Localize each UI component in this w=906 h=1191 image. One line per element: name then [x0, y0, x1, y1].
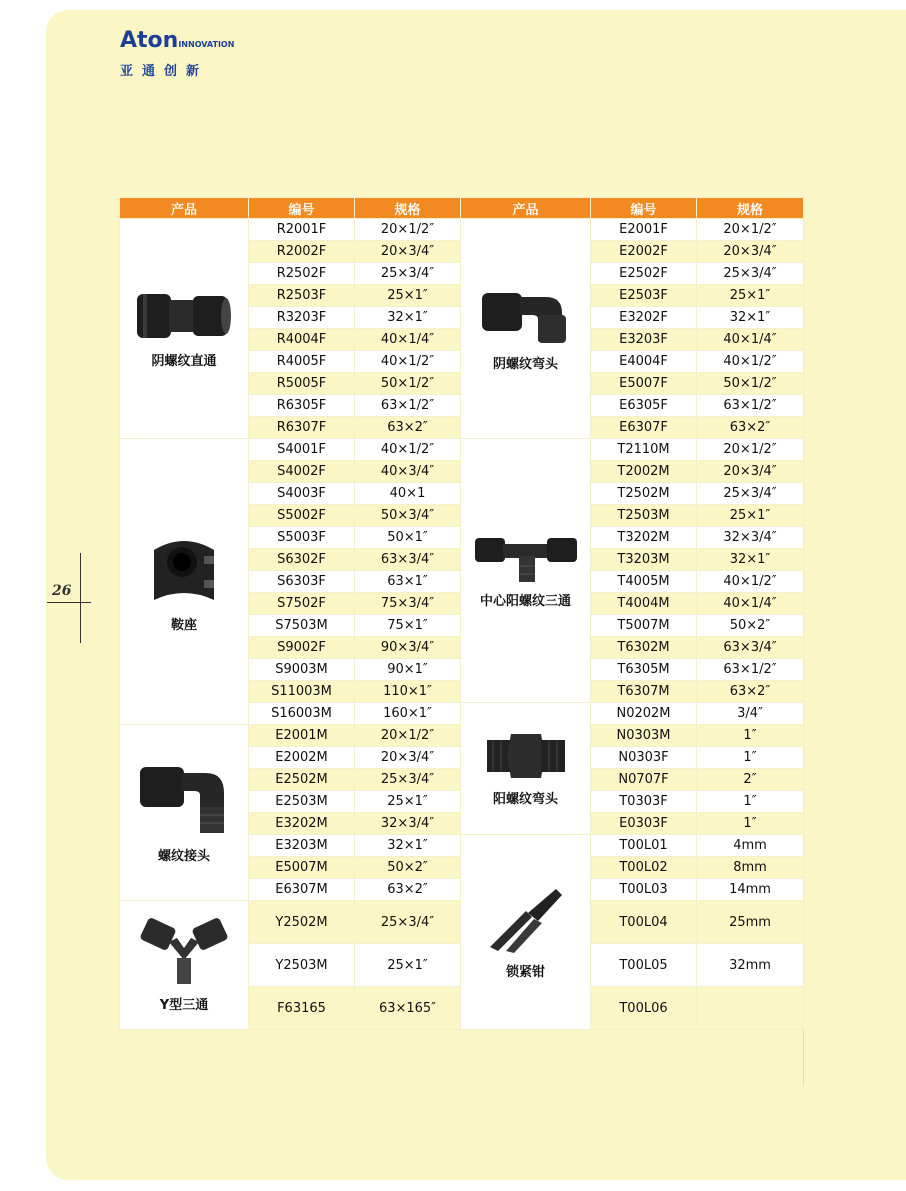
product-spec-cell: 63×3/4″	[697, 637, 804, 659]
product-code-cell: E3202F	[591, 307, 697, 329]
table-header-row	[120, 198, 804, 219]
product-code-cell: S11003M	[249, 681, 355, 703]
product-spec-cell: 20×1/2″	[697, 439, 804, 461]
product-code-cell: T6305M	[591, 659, 697, 681]
product-spec-cell: 40×1/4″	[697, 593, 804, 615]
threaded-elbow-icon	[134, 761, 234, 839]
product-code-cell: T6307M	[591, 681, 697, 703]
product-code-cell: T2502M	[591, 483, 697, 505]
product-code-cell: R2503F	[249, 285, 355, 307]
product-spec-cell: 63×2″	[697, 681, 804, 703]
product-name: 螺纹接头	[157, 849, 210, 864]
product-code-cell: S6303F	[249, 571, 355, 593]
product-code-cell: S4002F	[249, 461, 355, 483]
product-spec-cell	[697, 987, 804, 1030]
product-code-cell: T6302M	[591, 637, 697, 659]
product-code-cell: E3203F	[591, 329, 697, 351]
header-spec-right: 规格	[697, 198, 804, 219]
product-code-cell: R3203F	[249, 307, 355, 329]
product-spec-cell: 25×1″	[697, 505, 804, 527]
product-code-cell: E0303F	[591, 813, 697, 835]
product-code-cell: R2001F	[249, 219, 355, 241]
product-spec-cell: 90×1″	[355, 659, 461, 681]
product-spec-cell: 20×1/2″	[355, 725, 461, 747]
product-code-cell: T00L01	[591, 835, 697, 857]
header-code-left: 编号	[249, 198, 355, 219]
table-row	[120, 219, 804, 241]
product-code-cell: E5007F	[591, 373, 697, 395]
product-spec-cell: 20×3/4″	[697, 241, 804, 263]
product-spec-cell: 1″	[697, 725, 804, 747]
product-name: 锁紧钳	[505, 964, 545, 980]
product-spec-cell: 50×1/2″	[355, 373, 461, 395]
product-code-cell: E6307M	[249, 879, 355, 901]
product-name: 中心阳螺纹三通	[479, 594, 571, 609]
product-spec-cell: 25×3/4″	[355, 901, 461, 944]
y-tee-icon	[139, 918, 229, 988]
product-spec-cell: 2″	[697, 769, 804, 791]
product-code-cell: E3202M	[249, 813, 355, 835]
product-code-cell: S4003F	[249, 483, 355, 505]
product-spec-cell: 20×3/4″	[697, 461, 804, 483]
product-code-cell: R6305F	[249, 395, 355, 417]
product-cell	[120, 901, 249, 1030]
product-spec-cell: 63×1/2″	[697, 395, 804, 417]
product-code-cell: S5003F	[249, 527, 355, 549]
product-spec-cell: 25mm	[697, 901, 804, 944]
product-spec-cell: 63×2″	[355, 417, 461, 439]
product-spec-cell: 50×2″	[697, 615, 804, 637]
product-spec-cell: 1″	[697, 747, 804, 769]
product-code-cell: F63165	[249, 987, 355, 1030]
product-code-cell: E2002M	[249, 747, 355, 769]
product-spec-cell: 63×3/4″	[355, 549, 461, 571]
product-code-cell: S16003M	[249, 703, 355, 725]
product-code-cell: E2001F	[591, 219, 697, 241]
product-spec-cell: 90×3/4″	[355, 637, 461, 659]
product-spec-cell: 3/4″	[697, 703, 804, 725]
product-spec-cell: 20×1/2″	[697, 219, 804, 241]
product-code-cell: N0303M	[591, 725, 697, 747]
product-spec-cell: 63×1/2″	[355, 395, 461, 417]
locking-pliers-icon	[486, 885, 566, 955]
male-thread-tee-icon	[471, 532, 581, 584]
product-code-cell: E2001M	[249, 725, 355, 747]
female-thread-straight-connector-icon	[129, 288, 239, 344]
product-cell	[120, 725, 249, 901]
product-spec-cell: 40×1/4″	[697, 329, 804, 351]
product-spec-cell: 25×3/4″	[697, 263, 804, 285]
product-spec-cell: 25×3/4″	[697, 483, 804, 505]
product-code-cell: T3203M	[591, 549, 697, 571]
product-code-cell: R5005F	[249, 373, 355, 395]
product-spec-cell: 40×1/4″	[355, 329, 461, 351]
product-code-cell: E3203M	[249, 835, 355, 857]
product-spec-cell: 63×2″	[697, 417, 804, 439]
product-code-cell: S7502F	[249, 593, 355, 615]
product-spec-cell: 40×3/4″	[355, 461, 461, 483]
product-code-cell: T0303F	[591, 791, 697, 813]
product-spec-cell: 8mm	[697, 857, 804, 879]
product-spec-cell: 32×1″	[697, 307, 804, 329]
product-code-cell: T4004M	[591, 593, 697, 615]
product-name: 阴螺纹弯头	[492, 357, 558, 372]
product-spec-cell: 1″	[697, 813, 804, 835]
product-code-cell: S9002F	[249, 637, 355, 659]
product-spec-cell: 40×1/2″	[697, 571, 804, 593]
saddle-clamp-icon	[144, 530, 224, 608]
female-thread-elbow-icon	[476, 285, 576, 347]
product-code-cell: T00L04	[591, 901, 697, 944]
product-spec-cell: 32×1″	[355, 835, 461, 857]
table-row	[120, 439, 804, 461]
product-spec-cell: 32×3/4″	[355, 813, 461, 835]
product-code-cell: Y2502M	[249, 901, 355, 944]
product-name: 阴螺纹直通	[151, 354, 217, 369]
product-code-cell: E2502M	[249, 769, 355, 791]
product-code-cell: E4004F	[591, 351, 697, 373]
product-code-cell: T00L05	[591, 944, 697, 987]
product-code-cell: N0202M	[591, 703, 697, 725]
product-cell	[120, 219, 249, 439]
product-code-cell: R4005F	[249, 351, 355, 373]
product-name: 鞍座	[170, 618, 197, 633]
product-code-cell: E2503F	[591, 285, 697, 307]
product-spec-cell: 32×3/4″	[697, 527, 804, 549]
product-code-cell: E5007M	[249, 857, 355, 879]
header-product-right: 产品	[461, 198, 591, 219]
product-code-cell: E2002F	[591, 241, 697, 263]
product-spec-cell: 32×1″	[355, 307, 461, 329]
product-code-cell: R2502F	[249, 263, 355, 285]
product-spec-cell: 40×1/2″	[355, 439, 461, 461]
product-code-cell: T4005M	[591, 571, 697, 593]
product-spec-cell: 25×3/4″	[355, 263, 461, 285]
product-code-cell: R4004F	[249, 329, 355, 351]
product-code-cell: Y2503M	[249, 944, 355, 987]
product-spec-cell: 32mm	[697, 944, 804, 987]
product-spec-cell: 50×1/2″	[697, 373, 804, 395]
header-product-left: 产品	[120, 198, 249, 219]
product-code-cell: E6307F	[591, 417, 697, 439]
product-spec-cell: 20×3/4″	[355, 241, 461, 263]
product-code-cell: T00L02	[591, 857, 697, 879]
product-code-cell: S6302F	[249, 549, 355, 571]
header-spec-left: 规格	[355, 198, 461, 219]
product-spec-cell: 20×3/4″	[355, 747, 461, 769]
product-spec-cell: 50×1″	[355, 527, 461, 549]
product-cell	[461, 439, 591, 703]
product-spec-cell: 40×1	[355, 483, 461, 505]
header-code-right: 编号	[591, 198, 697, 219]
product-spec-cell: 160×1″	[355, 703, 461, 725]
logo-brand: AtonINNOVATION	[120, 28, 235, 53]
product-spec-cell: 4mm	[697, 835, 804, 857]
product-code-cell: R2002F	[249, 241, 355, 263]
product-spec-cell: 32×1″	[697, 549, 804, 571]
product-spec-cell: 25×1″	[697, 285, 804, 307]
product-code-cell: S5002F	[249, 505, 355, 527]
product-code-cell: E2503M	[249, 791, 355, 813]
product-code-cell: T2503M	[591, 505, 697, 527]
product-cell	[461, 703, 591, 835]
product-name: 阳螺纹弯头	[492, 792, 558, 807]
product-code-cell: T3202M	[591, 527, 697, 549]
product-code-cell: N0707F	[591, 769, 697, 791]
company-logo	[120, 30, 234, 79]
product-spec-cell: 1″	[697, 791, 804, 813]
product-spec-cell: 25×1″	[355, 944, 461, 987]
product-cell	[120, 439, 249, 725]
product-spec-cell: 63×2″	[355, 879, 461, 901]
product-spec-cell: 25×1″	[355, 285, 461, 307]
product-spec-cell: 63×1″	[355, 571, 461, 593]
product-cell	[461, 219, 591, 439]
product-code-cell: T00L03	[591, 879, 697, 901]
product-code-cell: S7503M	[249, 615, 355, 637]
product-spec-cell: 50×2″	[355, 857, 461, 879]
divider	[803, 1030, 804, 1085]
product-spec-cell: 50×3/4″	[355, 505, 461, 527]
product-code-cell: N0303F	[591, 747, 697, 769]
product-spec-cell: 25×3/4″	[355, 769, 461, 791]
product-cell	[461, 835, 591, 1030]
product-code-cell: T2002M	[591, 461, 697, 483]
product-spec-cell: 20×1/2″	[355, 219, 461, 241]
product-spec-cell: 75×3/4″	[355, 593, 461, 615]
product-code-cell: E2502F	[591, 263, 697, 285]
product-code-cell: T5007M	[591, 615, 697, 637]
product-code-cell: T00L06	[591, 987, 697, 1030]
product-spec-cell: 63×1/2″	[697, 659, 804, 681]
product-code-cell: E6305F	[591, 395, 697, 417]
male-thread-nipple-icon	[481, 730, 571, 782]
product-spec-cell: 40×1/2″	[697, 351, 804, 373]
product-catalog-table	[119, 197, 804, 1030]
page-marker-horizontal	[47, 602, 91, 603]
product-spec-cell: 75×1″	[355, 615, 461, 637]
product-spec-cell: 63×165″	[355, 987, 461, 1030]
product-code-cell: R6307F	[249, 417, 355, 439]
page-number: 26	[52, 583, 72, 599]
product-code-cell: S4001F	[249, 439, 355, 461]
product-spec-cell: 14mm	[697, 879, 804, 901]
product-code-cell: T2110M	[591, 439, 697, 461]
page-marker-vertical	[80, 553, 81, 643]
logo-chinese: 亚通创新	[120, 64, 209, 79]
product-spec-cell: 40×1/2″	[355, 351, 461, 373]
product-name: Y型三通	[159, 997, 209, 1013]
product-code-cell: S9003M	[249, 659, 355, 681]
product-spec-cell: 110×1″	[355, 681, 461, 703]
product-spec-cell: 25×1″	[355, 791, 461, 813]
